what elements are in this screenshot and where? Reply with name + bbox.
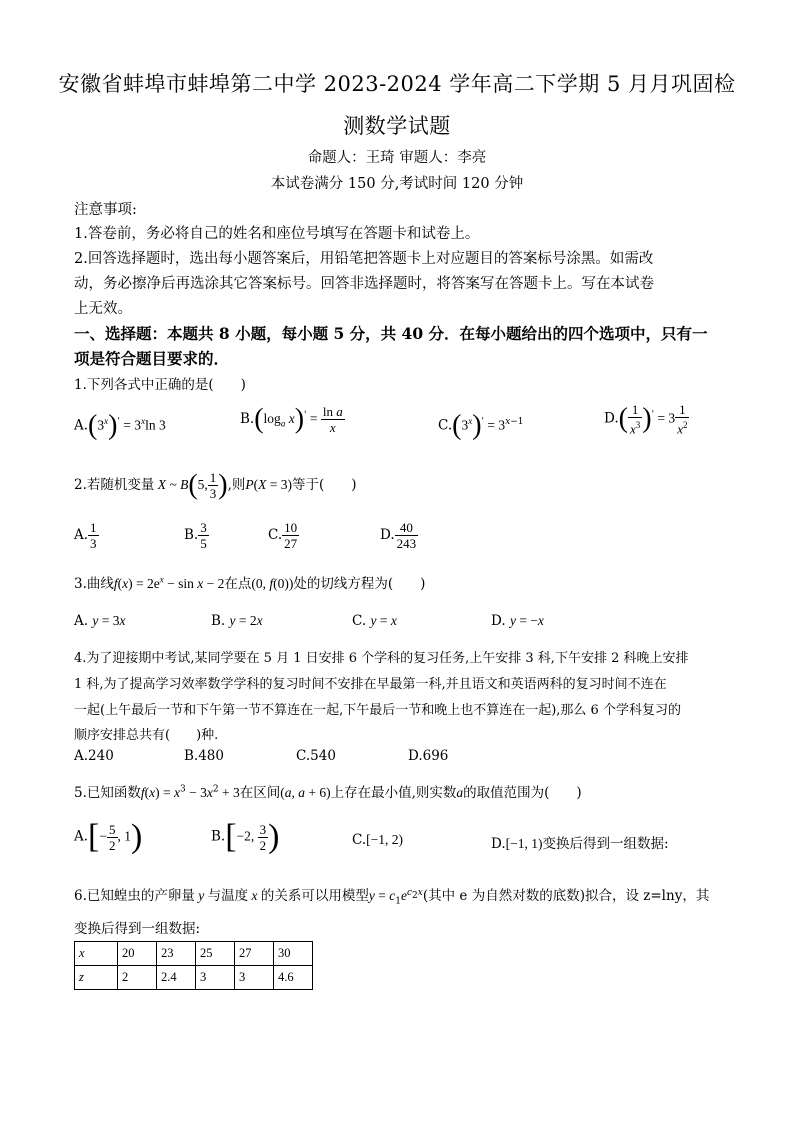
question-6-line1: 6.已知蝗虫的产卵量 y 与温度 x 的关系可以用模型$y = c_1e^{c_2x}$(其中 e 为自然对数的底数)拟合，设 z=lny，其 xyxy=(74,887,710,907)
question-1-option-b: $B.(\log_a$ x)' = $\frac{\text{ln a}}{x}$ xyxy=(240,403,343,435)
notes-item-2-line1: 2.回答选择题时，选出每小题答案后，用铅笔把答题卡上对应题目的答案标号涂黑。如需改 xyxy=(74,251,654,267)
question-4-option-b: B.480 xyxy=(184,748,224,764)
question-3-option-c: C. y = x xyxy=(352,613,397,629)
question-2-stem: 2.若随机变量 X ~ B(5, $\frac{1}{3}$ ),则P(X = 3)等于( ) xyxy=(74,469,357,501)
question-3-stem: 3.曲线$f(x) = 2e^x - \sin x - 2$在点(0, f(0))处的切线方程为( ) xyxy=(74,574,426,592)
question-4-line2: 1 科,为了提高学习效率数学学科的复习时间不安排在早最第一科,并且语文和英语两科的复习时间不连在 xyxy=(74,677,667,692)
question-6-suffix: (其中 e 为自然对数的底数)拟合，设 z=lny，其 xyxy=(422,888,710,904)
table-cell: 4.6 xyxy=(274,966,313,990)
question-5-stem: 5.已知函数$f(x) = x^3 - 3x^2 + 3$在区间(a, a + 6)上存在最小值,则实数a的取值范围为( ) xyxy=(74,784,582,801)
table-cell: 20 xyxy=(118,942,157,966)
question-3-stem-mid: 在点 xyxy=(224,576,252,592)
table-cell: z xyxy=(75,966,118,990)
question-2-stem-suffix: 等于( ) xyxy=(292,477,357,493)
table-cell: 2.4 xyxy=(157,966,196,990)
exam-info: 本试卷满分 150 分,考试时间 120 分钟 xyxy=(270,176,524,192)
question-5-option-c: C.[−1, 2) xyxy=(352,832,403,848)
table-row xyxy=(75,966,313,990)
question-6-prefix: 6.已知蝗虫的产卵量 xyxy=(74,888,195,904)
question-2-option-b: B. $\frac{3}{5}$ xyxy=(184,520,207,551)
question-2-option-d: D. $\frac{40}{243}$ xyxy=(380,520,417,551)
question-4-line1: 4.为了迎接期中考试,某同学要在 5 月 1 日安排 6 个学科的复习任务,上午安排 3 科,下午安排 2 科晚上安排 xyxy=(74,651,689,666)
question-1-option-a: $A.(3^x)' = 3^x\ln$ 3 xyxy=(74,410,166,441)
question-4-option-a: A.240 xyxy=(74,748,114,764)
question-2-stem-mid: ,则 xyxy=(227,477,246,493)
question-4-option-c: C.540 xyxy=(296,748,336,764)
authors-line: 命题人：王琦 审题人：李亮 xyxy=(307,150,487,166)
question-1-option-c: $C.(3^x)' = 3^{x-1}$ xyxy=(438,410,524,441)
section1-heading-line2: 项是符合题目要求的． xyxy=(74,349,230,368)
question-4-line3: 一起(上午最后一节和下午第一节不算连在一起,下午最后一节和晚上也不算连在一起),那么 6 个学科复习的 xyxy=(74,703,681,718)
table-cell: 30 xyxy=(274,942,313,966)
notes-heading: 注意事项: xyxy=(74,202,137,218)
question-3-stem-prefix: 3.曲线 xyxy=(74,576,114,592)
question-1-option-d: D.( $\frac{1}{x^3}$ )' = 3 $\frac{1}{x^2}$ xyxy=(604,402,688,437)
question-6-mid: 与温度 xyxy=(207,888,249,904)
section1-heading-line1: 一、选择题：本题共 8 小题，每小题 5 分，共 40 分．在每小题给出的四个选项中，只有一 xyxy=(74,324,708,343)
table-cell: 3 xyxy=(196,966,235,990)
data-table xyxy=(74,941,313,990)
question-5-option-d: D.[−1, 1)变换后得到一组数据: xyxy=(491,836,669,852)
question-6-mid2: 的关系可以用模型 xyxy=(260,888,369,904)
exam-title-line1: 安徽省蚌埠市蚌埠第二中学 2023-2024 学年高二下学期 5 月月巩固检 xyxy=(58,72,736,96)
question-5-stem-mid2: 上存在最小值,则实数 xyxy=(330,785,457,801)
question-5-option-a: A.[− $\frac{5}{2}$ , 1) xyxy=(74,818,143,855)
question-5-stem-mid: 在区间 xyxy=(239,785,281,801)
notes-item-2-line3: 上无效。 xyxy=(74,301,132,317)
question-5-stem-prefix: 5.已知函数 xyxy=(74,785,141,801)
question-6-line2: 变换后得到一组数据: xyxy=(74,921,201,937)
question-3-stem-suffix: 处的切线方程为( ) xyxy=(293,576,426,592)
notes-item-2-line2: 动，务必擦净后再选涂其它答案标号。回答非选择题时，将答案写在答题卡上。写在本试卷 xyxy=(74,276,654,292)
question-3-option-b: B. y = 2x xyxy=(211,613,263,629)
question-3-option-d: D. y = −x xyxy=(491,613,544,629)
question-4-option-d: D.696 xyxy=(408,748,449,764)
question-1-stem: 1.下列各式中正确的是( ) xyxy=(74,377,246,393)
question-5-option-d-suffix: 变换后得到一组数据: xyxy=(542,836,669,852)
question-2-stem-prefix: 2.若随机变量 xyxy=(74,477,155,493)
exam-title-line2: 测数学试题 xyxy=(343,114,451,138)
question-2-option-c: C. $\frac{10}{27}$ xyxy=(268,520,298,551)
table-row xyxy=(75,942,313,966)
notes-item-1: 1.答卷前，务必将自己的姓名和座位号填写在答题卡和试卷上。 xyxy=(74,226,480,242)
question-2-option-a: A. $\frac{1}{3}$ xyxy=(74,520,97,551)
question-5-stem-suffix: 的取值范围为( ) xyxy=(463,785,582,801)
question-3-option-a: A. y = 3x xyxy=(74,613,126,629)
table-cell: 3 xyxy=(235,966,274,990)
table-cell: 25 xyxy=(196,942,235,966)
table-cell: 27 xyxy=(235,942,274,966)
table-cell: x xyxy=(75,942,118,966)
table-cell: 2 xyxy=(118,966,157,990)
question-5-option-b: B.[−2, $\frac{3}{2}$ ) xyxy=(211,818,280,855)
table-cell: 23 xyxy=(157,942,196,966)
question-4-line4: 顺序安排总共有( )种. xyxy=(74,728,219,743)
